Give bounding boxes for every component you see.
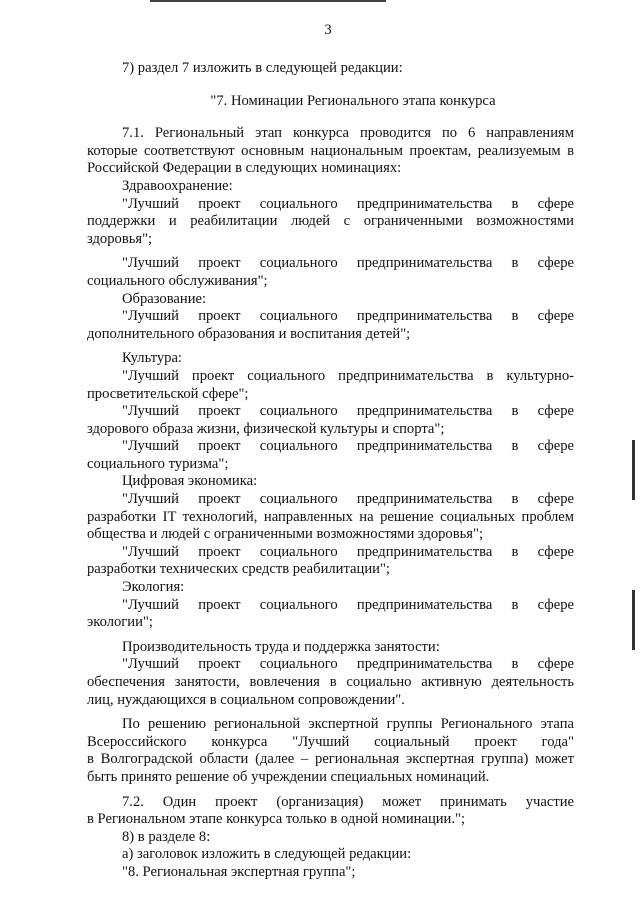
paragraph-line: 7.1. Региональный этап конкурса проводится по 6 направлениям [122, 125, 574, 142]
paragraph-line: "Лучший проект социального предпринимательства в сфере [122, 656, 574, 673]
category-label: Здравоохранение: [122, 177, 233, 194]
category-label: Образование: [122, 290, 207, 307]
paragraph-line: "Лучший проект социального предпринимательства в сфере [122, 403, 574, 420]
paragraph-line: лиц, нуждающихся в социальном сопровождении". [87, 691, 405, 708]
paragraph-line: разработки технических средств реабилитации"; [87, 561, 390, 578]
category-label: Цифровая экономика: [122, 473, 258, 490]
paragraph-line: здорового образа жизни, физической культуры и спорта"; [87, 420, 445, 437]
paragraph-line: просветительской сфере"; [87, 385, 249, 402]
paragraph-line: общества и людей с ограниченными возможностями здоровья"; [87, 526, 484, 543]
category-label: Экология: [122, 579, 185, 596]
paragraph-line: 8) в разделе 8: [122, 828, 211, 845]
paragraph-line: "Лучший проект социального предпринимательства в сфере [122, 438, 574, 455]
paragraph-line: По решению региональной экспертной группы Регионального этапа [122, 716, 574, 733]
paragraph-line: быть принято решение об учреждении специальных номинаций. [87, 768, 490, 785]
paragraph-line: обеспечения занятости, вовлечения в социально активную деятельность [87, 674, 574, 690]
paragraph-line: "Лучший проект социального предпринимательства в сфере [122, 596, 574, 613]
paragraph-line: 7) раздел 7 изложить в следующей редакции: [122, 60, 403, 76]
paragraph-line: социального туризма"; [87, 455, 229, 472]
paragraph-line: экологии"; [87, 614, 153, 631]
paragraph-line: социального обслуживания"; [87, 272, 268, 289]
paragraph-line: "Лучший проект социального предпринимательства в сфере [122, 543, 574, 560]
paragraph-line: "Лучший проект социального предпринимательства в сфере [122, 195, 574, 212]
paragraph-line: "Лучший проект социального предпринимательства в сфере [122, 308, 574, 325]
paragraph-line: поддержки и реабилитации людей с ограниченными возможностями [87, 213, 574, 230]
paragraph-line: 7.2. Один проект (организация) может принимать участие [122, 793, 574, 810]
scan-edge-mark [632, 590, 635, 650]
paragraph-line: дополнительного образования и воспитания детей"; [87, 325, 411, 342]
paragraph-line: в Региональном этапе конкурса только в одной номинации."; [87, 811, 466, 828]
paragraph-line: а) заголовок изложить в следующей редакции: [122, 846, 412, 863]
section-heading: "7. Номинации Регионального этапа конкурса [210, 92, 496, 109]
paragraph-line: здоровья"; [87, 230, 153, 247]
category-label: Производительность труда и поддержка занятости: [122, 638, 440, 655]
paragraph-line: разработки IT технологий, направленных на решение социальных проблем [87, 508, 574, 525]
paragraph-line: которые соответствуют основным национальным проектам, реализуемым в [87, 142, 574, 159]
paragraph-line: в Волгоградской области (далее – региональная экспертная группа) может [87, 751, 574, 768]
paragraph-line: "Лучший проект социального предпринимательства в культурно- [122, 367, 574, 384]
paragraph-line: Российской Федерации в следующих номинациях: [87, 160, 402, 177]
document-body [87, 60, 574, 882]
paragraph-line: "Лучший проект социального предпринимательства в сфере [122, 491, 574, 508]
paragraph-line: "8. Региональная экспертная группа"; [122, 863, 356, 880]
paragraph-line: Всероссийского конкурса "Лучший социальный проект года" [87, 733, 574, 750]
page-number: 3 [324, 22, 332, 38]
scan-edge-line [150, 0, 386, 2]
category-label: Культура: [122, 350, 182, 367]
paragraph-line: "Лучший проект социального предпринимательства в сфере [122, 255, 574, 272]
scan-edge-mark [632, 440, 635, 500]
